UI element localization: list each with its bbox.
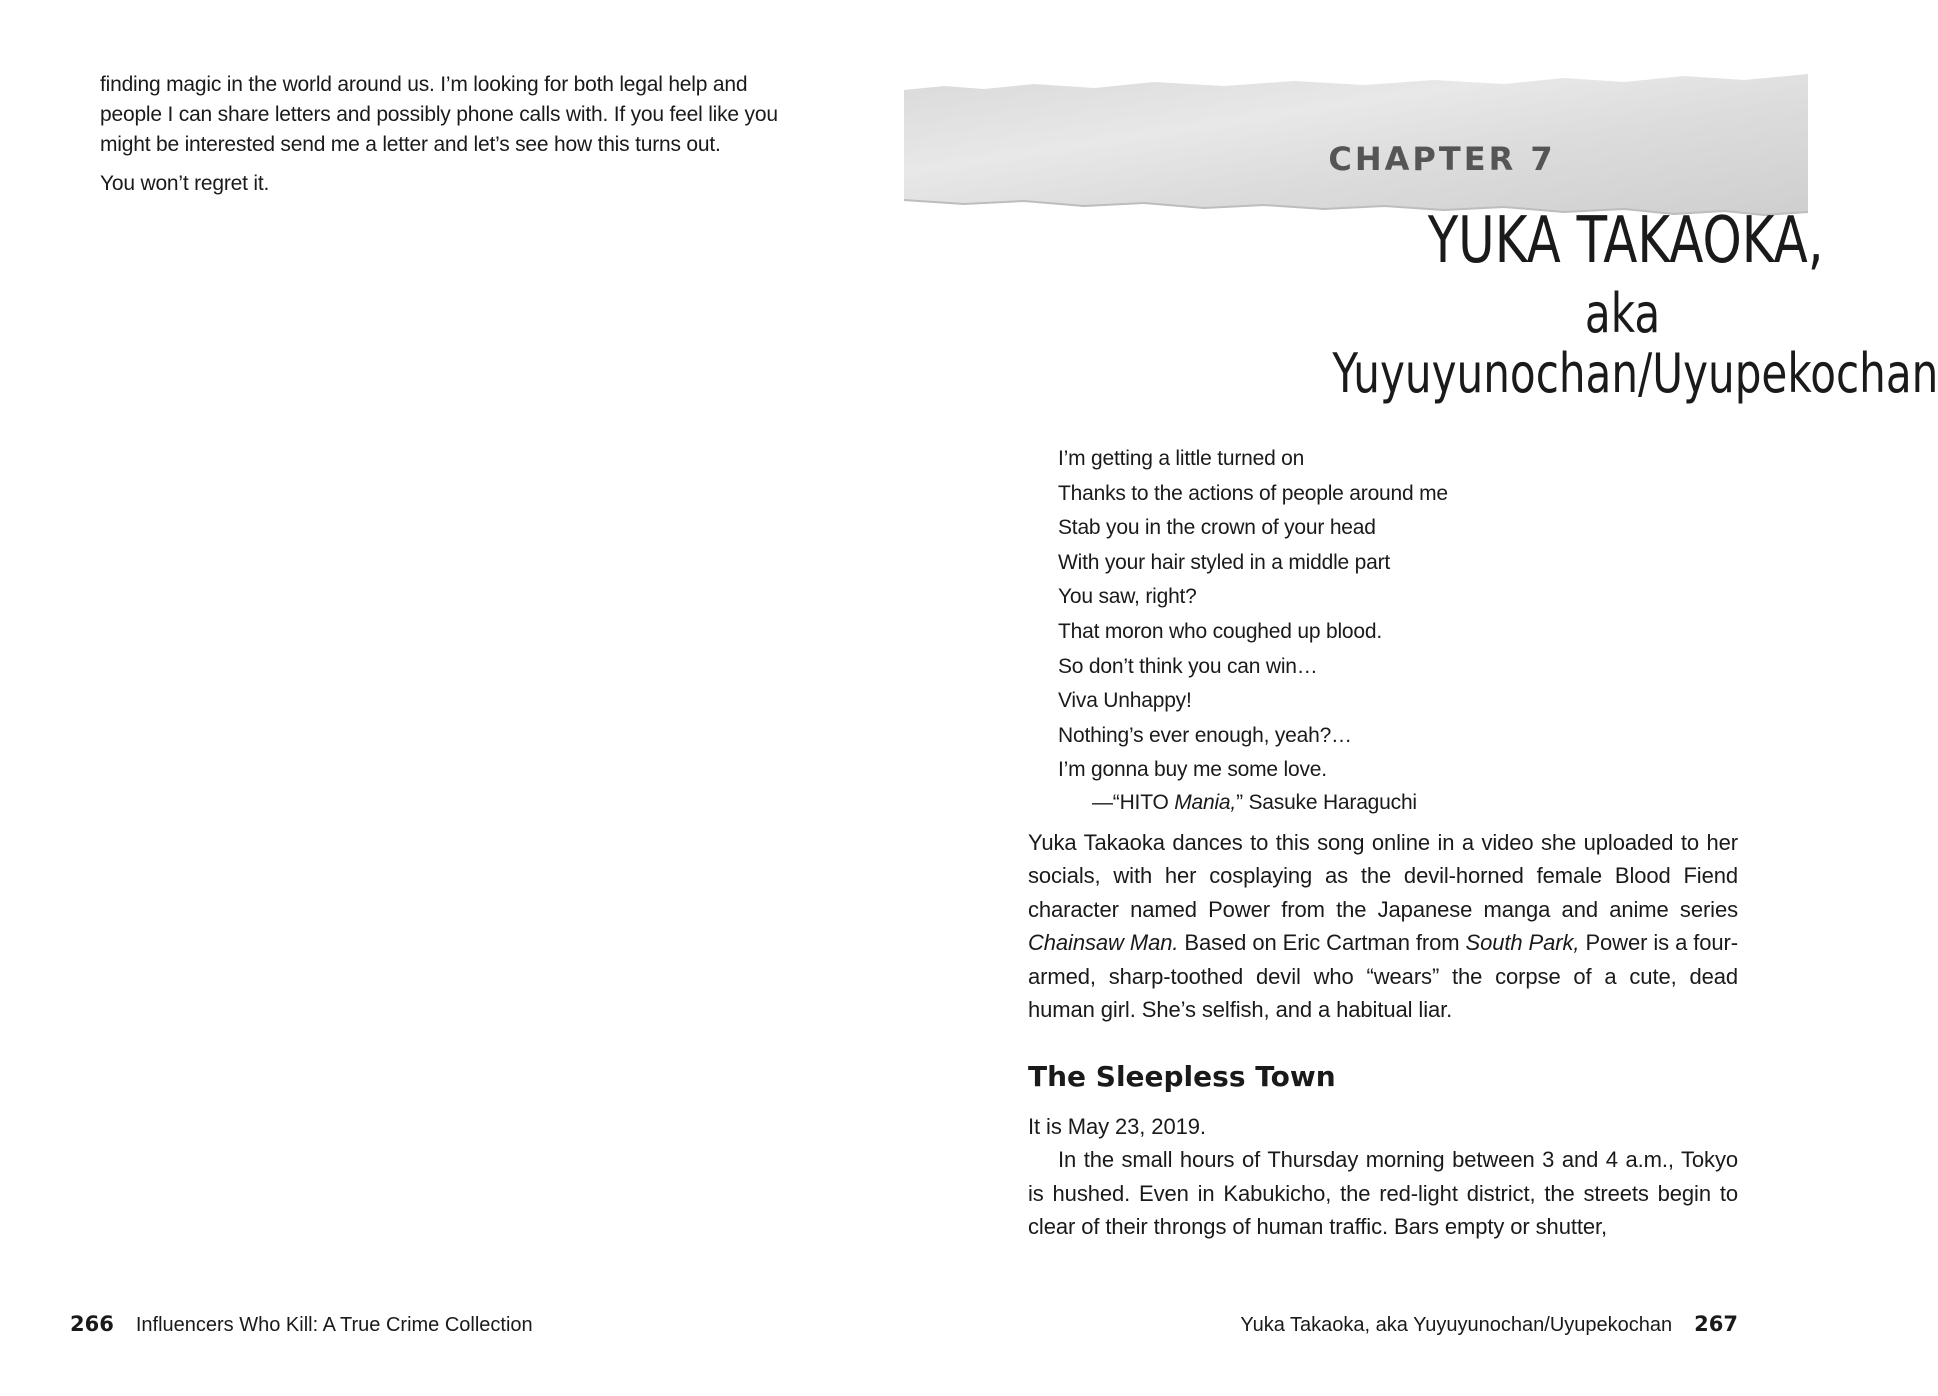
body-text — [1028, 826, 1738, 1026]
epigraph-line: Thanks to the actions of people around me — [1058, 481, 1448, 505]
left-running-head: Influencers Who Kill: A True Crime Collection — [135, 1314, 533, 1336]
chapter-label: CHAPTER 7 — [1328, 140, 1556, 178]
epigraph-line: Viva Unhappy! — [1058, 689, 1192, 713]
chapter-subtitle: aka Yuyuyunochan/Uyupekochan — [1332, 282, 1938, 405]
chapter-title: YUKA TAKAOKA, — [1427, 204, 1824, 278]
epigraph-line: That moron who coughed up blood. — [1058, 619, 1382, 643]
left-page-number: 266 — [70, 1312, 114, 1336]
epigraph-attribution: —“HITO Mania,” Sasuke Haraguchi — [1092, 790, 1417, 814]
epigraph-line: Nothing’s ever enough, yeah?… — [1058, 723, 1352, 747]
body-paragraph: Yuka Takaoka dances to this song online in a video she uploaded to her socials, with her cosplaying as the devil-horned female Blood Fiend character named Power from the Japanese manga and anime series Chainsaw Man. Based on Eric Cartman from South Park, Power is a four-armed, sharp-toothed devil who “wears” the corpse of a cute, dead human girl. She’s selfish, and a habitual liar. — [1028, 830, 1738, 1023]
left-page — [0, 0, 904, 1396]
right-running-head: Yuka Takaoka, aka Yuyuyunochan/Uyupekochan — [1240, 1314, 1673, 1336]
epigraph-line: So don’t think you can win… — [1058, 654, 1318, 678]
right-footer — [1240, 1312, 1738, 1337]
left-paragraph-2: You won’t regret it. — [100, 172, 270, 195]
left-paragraph-1: finding magic in the world around us. I’m looking for both legal help and people I can share letters and possibly phone calls with. If you feel like you might be interested send me a letter and let’s see how this turns out. — [100, 73, 778, 156]
right-page-number: 267 — [1694, 1312, 1738, 1336]
section-text — [1028, 1110, 1738, 1244]
epigraph-line: With your hair styled in a middle part — [1058, 550, 1391, 574]
section-heading: The Sleepless Town — [1028, 1060, 1336, 1093]
left-page-text — [100, 70, 780, 208]
epigraph-line: I’m getting a little turned on — [1058, 447, 1305, 470]
epigraph — [1058, 442, 1618, 821]
epigraph-line: You saw, right? — [1058, 585, 1197, 609]
epigraph-line: I’m gonna buy me some love. — [1058, 758, 1327, 782]
left-footer — [70, 1312, 533, 1337]
section-paragraph-2: In the small hours of Thursday morning between 3 and 4 a.m., Tokyo is hushed. Even in Kabukicho, the red-light district, the streets begin to clear of their throngs of human traffic. Bars empty or shutter, — [1028, 1147, 1738, 1240]
epigraph-line: Stab you in the crown of your head — [1058, 516, 1376, 540]
section-paragraph-1: It is May 23, 2019. — [1028, 1114, 1206, 1139]
